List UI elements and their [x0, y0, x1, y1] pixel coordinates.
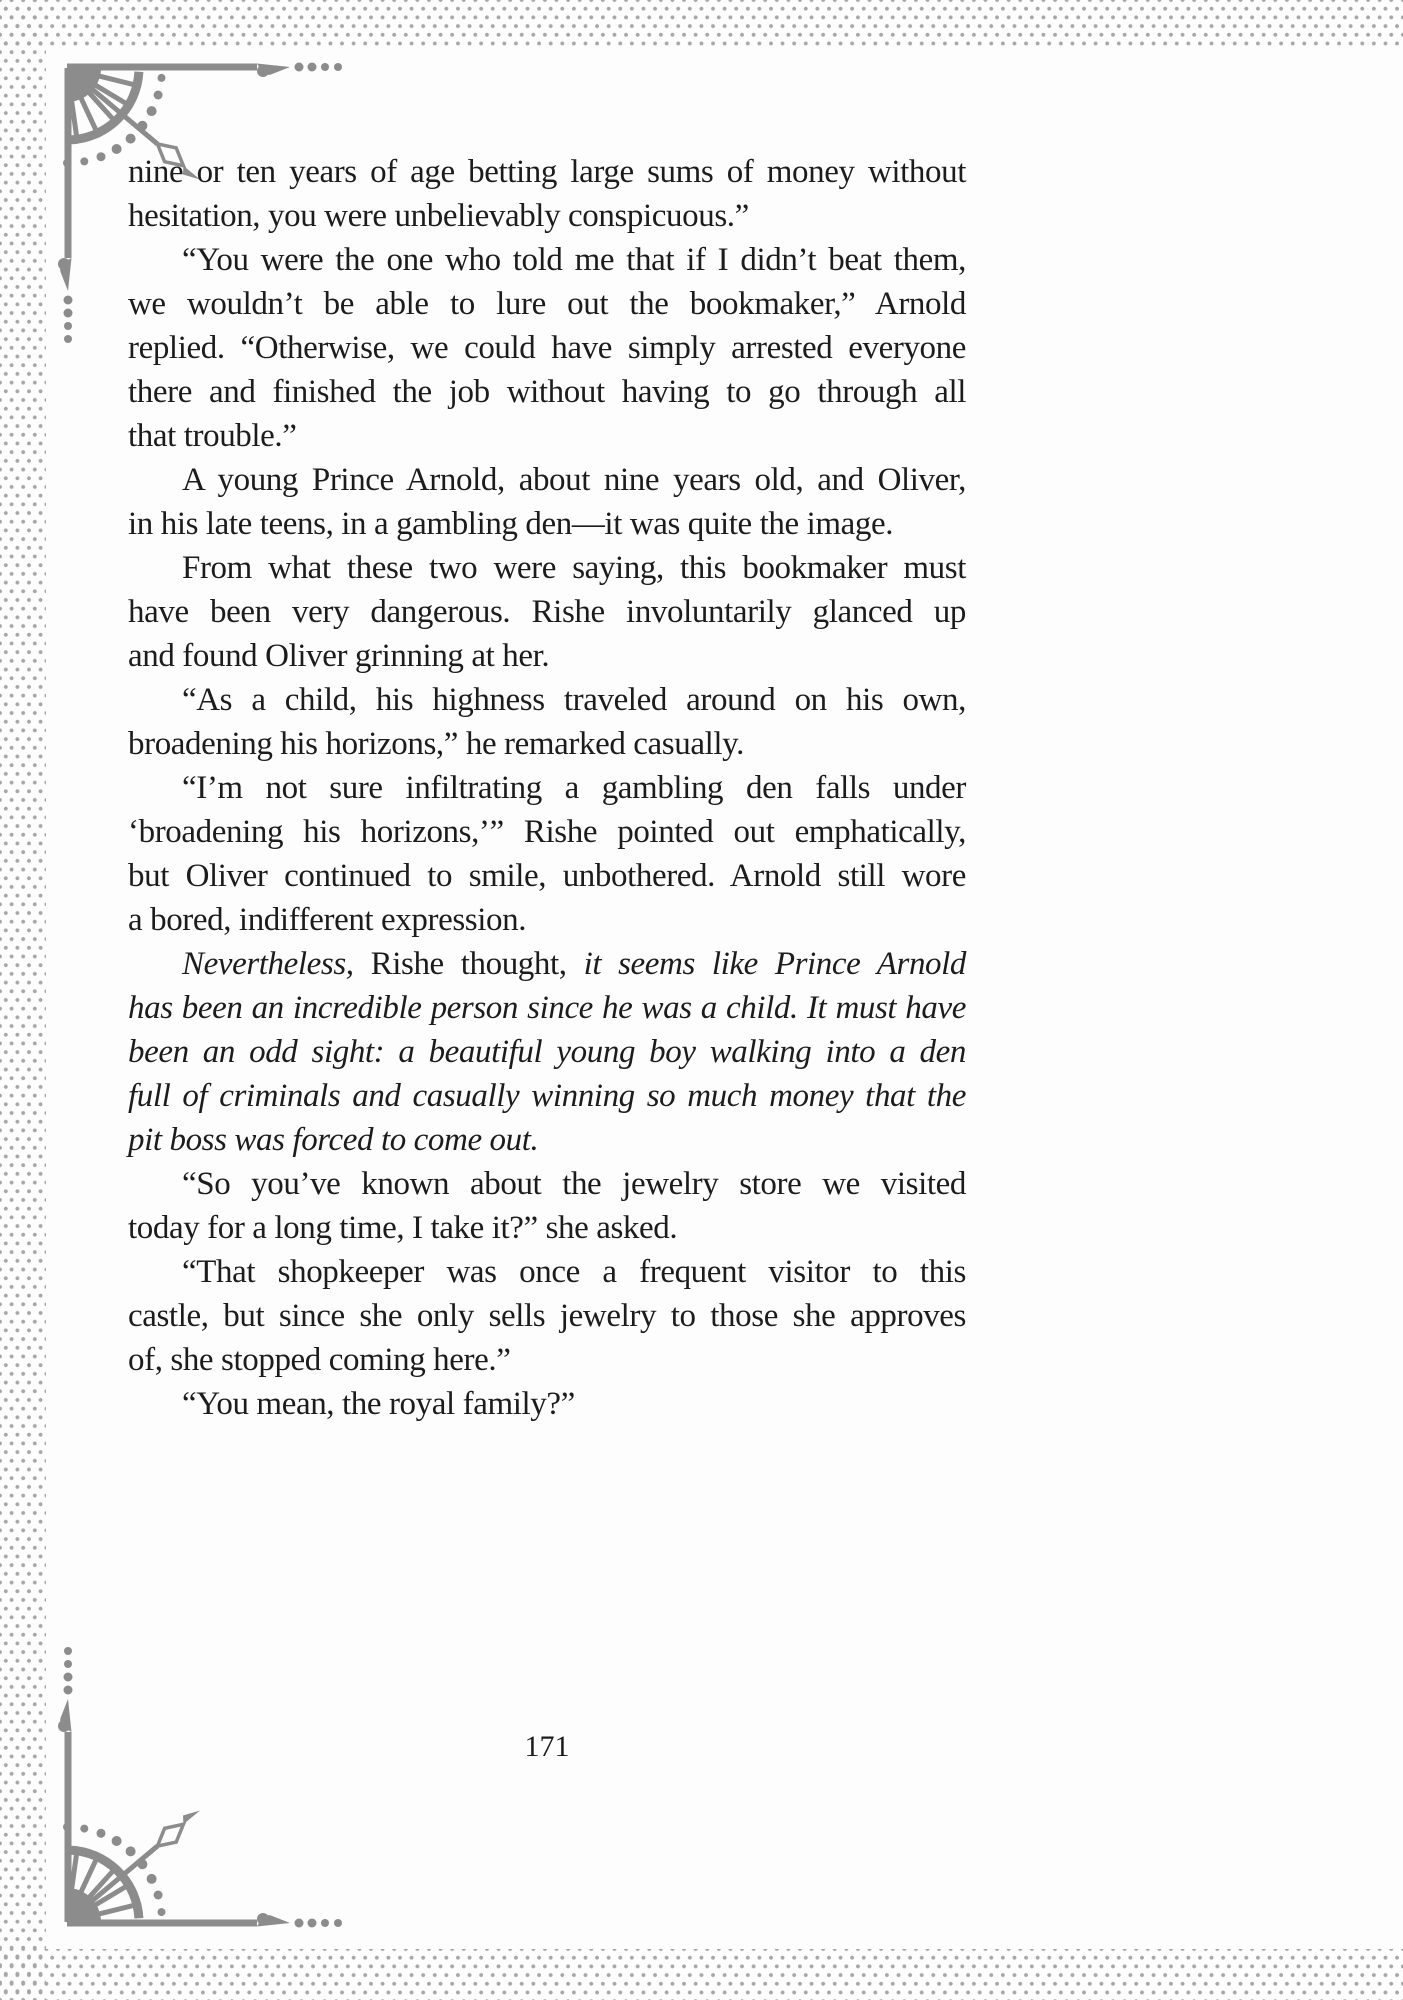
text-run: we wouldn’t be able to lure out the bookmaker,” Arnold	[128, 286, 966, 322]
text-run: there and finished the job without having to go through all	[128, 374, 966, 410]
text-run: nine or ten years of age betting large sums of money without	[128, 154, 966, 190]
text-line	[128, 1118, 966, 1162]
text-line	[128, 150, 966, 194]
italic-text-run: it seems like Prince Arnold	[583, 946, 967, 982]
text-line	[128, 942, 966, 986]
text-line	[128, 678, 966, 722]
text-line	[128, 590, 966, 634]
text-line	[128, 238, 966, 282]
text-line	[128, 634, 966, 678]
text-run: replied. “Otherwise, we could have simply arrested everyone	[128, 330, 966, 366]
text-line	[128, 986, 966, 1030]
text-run: “I’m not sure infiltrating a gambling den falls under	[182, 770, 966, 806]
text-run: today for a long time, I take it?” she asked.	[128, 1210, 678, 1246]
text-run: ‘broadening his horizons,’” Rishe pointed out emphatically,	[128, 814, 966, 850]
italic-text-run: has been an incredible person since he was a child. It must have	[128, 990, 966, 1026]
text-line	[128, 414, 966, 458]
text-line	[128, 1250, 966, 1294]
text-run: Rishe thought,	[353, 946, 584, 982]
text-line	[128, 1030, 966, 1074]
text-line	[128, 722, 966, 766]
italic-text-run: been an odd sight: a beautiful young boy walking into a den	[128, 1034, 966, 1070]
italic-text-run: pit boss was forced to come out.	[128, 1122, 539, 1158]
italic-text-run: full of criminals and casually winning so much money that the	[128, 1078, 966, 1114]
text-line	[128, 546, 966, 590]
text-line	[128, 1162, 966, 1206]
page-text	[128, 150, 966, 1426]
fan-icon	[67, 68, 139, 141]
text-run: “You were the one who told me that if I didn’t beat them,	[182, 242, 966, 278]
text-line	[128, 282, 966, 326]
text-run: “So you’ve known about the jewelry store we visited	[182, 1166, 966, 1202]
text-run: a bored, indifferent expression.	[128, 902, 527, 938]
page-number: 171	[524, 1730, 570, 1763]
text-run: “As a child, his highness traveled around on his own,	[182, 682, 966, 718]
halftone-border-bottom	[0, 1949, 1403, 2000]
text-run: and found Oliver grinning at her.	[128, 638, 550, 674]
text-line	[128, 1074, 966, 1118]
text-line	[128, 194, 966, 238]
text-run: that trouble.”	[128, 418, 297, 454]
text-line	[128, 502, 966, 546]
text-line	[128, 1338, 966, 1382]
text-line	[128, 1206, 966, 1250]
text-line	[128, 458, 966, 502]
text-line	[128, 854, 966, 898]
halftone-border-left	[0, 0, 46, 2000]
text-run: A young Prince Arnold, about nine years old, and Oliver,	[182, 462, 966, 498]
border-line-with-dots	[67, 63, 342, 78]
text-run: in his late teens, in a gambling den—it was quite the image.	[128, 506, 894, 542]
halftone-border-top	[0, 0, 1403, 50]
corner-ornament-bottom-left	[55, 1622, 355, 1932]
text-run: broadening his horizons,” he remarked casually.	[128, 726, 744, 762]
fan-icon	[67, 1849, 139, 1922]
text-line	[128, 1382, 966, 1426]
text-line	[128, 326, 966, 370]
text-line	[128, 766, 966, 810]
text-line	[128, 898, 966, 942]
text-line	[128, 810, 966, 854]
text-run: “That shopkeeper was once a frequent visitor to this	[182, 1254, 966, 1290]
text-run: have been very dangerous. Rishe involuntarily glanced up	[128, 594, 966, 630]
text-run: From what these two were saying, this bookmaker must	[182, 550, 966, 586]
text-run: castle, but since she only sells jewelry to those she approves	[128, 1298, 966, 1334]
text-run: “You mean, the royal family?”	[182, 1386, 575, 1422]
text-run: of, she stopped coming here.”	[128, 1342, 511, 1378]
text-line	[128, 1294, 966, 1338]
text-line	[128, 370, 966, 414]
text-run: hesitation, you were unbelievably conspicuous.”	[128, 198, 749, 234]
italic-text-run: Nevertheless,	[182, 946, 354, 982]
text-run: but Oliver continued to smile, unbothered. Arnold still wore	[128, 858, 966, 894]
